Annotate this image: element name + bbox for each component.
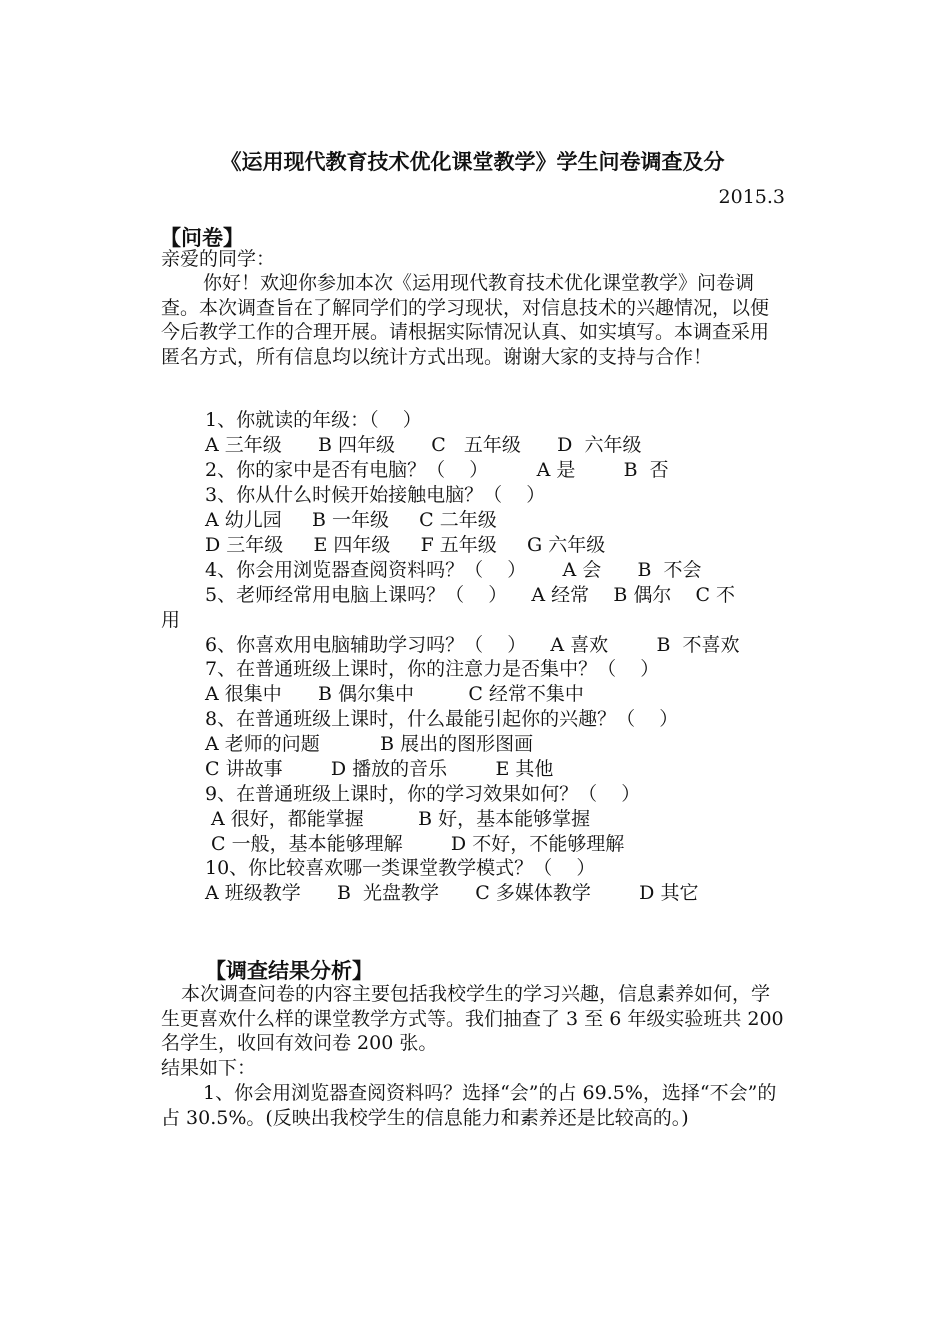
question-9: 9、在普通班级上课时，你的学习效果如何？（ ） [205,783,641,805]
question-3-options-a: A 幼儿园 B 一年级 C 二年级 [205,509,497,531]
intro-paragraph: 你好！欢迎你参加本次《运用现代教育技术优化课堂教学》问卷调查。本次调查旨在了解同学们的学习现状，对信息技术的兴趣情况，以便今后教学工作的合理开展。请根据实际情况认真、如实填写。本调查采用匿名方式，所有信息均以统计方式出现。谢谢大家的支持与合作！ [161,272,770,368]
analysis-paragraph: 本次调查问卷的内容主要包括我校学生的学习兴趣，信息素养如何，学生更喜欢什么样的课堂教学方式等。我们抽查了 3 至 6 年级实验班共 200 名学生，收回有效问卷 200 张。 [161,983,784,1055]
question-7: 7、在普通班级上课时，你的注意力是否集中？（ ） [205,658,660,680]
section-heading-questionnaire: 【问卷】 [160,226,244,250]
question-8: 8、在普通班级上课时，什么最能引起你的兴趣？（ ） [205,708,679,730]
question-1-options: A 三年级 B 四年级 C 五年级 D 六年级 [205,434,642,456]
question-6: 6、你喜欢用电脑辅助学习吗？（ ） A 喜欢 B 不喜欢 [205,634,740,656]
question-1: 1、你就读的年级：（ ） [205,409,422,431]
question-7-options: A 很集中 B 偶尔集中 C 经常不集中 [205,683,584,705]
document-title: 《运用现代教育技术优化课堂教学》学生问卷调查及分 [220,150,725,174]
question-10: 10、你比较喜欢哪一类课堂教学模式？（ ） [205,857,596,879]
question-10-options: A 班级教学 B 光盘教学 C 多媒体教学 D 其它 [205,882,699,904]
section-heading-analysis: 【调查结果分析】 [205,959,373,983]
question-8-options-b: C 讲故事 D 播放的音乐 E 其他 [205,758,554,780]
question-9-options-a: A 很好，都能掌握 B 好，基本能够掌握 [205,808,591,830]
question-4: 4、你会用浏览器查阅资料吗？（ ） A 会 B 不会 [205,559,702,581]
result-1-paragraph: 1、你会用浏览器查阅资料吗？选择“会”的占 69.5%，选择“不会”的占 30.5%。(反映出我校学生的信息能力和素养还是比较高的。) [161,1082,777,1129]
question-3-options-b: D 三年级 E 四年级 F 五年级 G 六年级 [205,534,606,556]
question-9-options-b: C 一般，基本能够理解 D 不好，不能够理解 [205,833,625,855]
document-date: 2015.3 [718,186,785,208]
question-5-wrap: 用 [161,609,181,631]
question-5: 5、老师经常用电脑上课吗？（ ） A 经常 B 偶尔 C 不 [205,584,736,606]
question-3: 3、你从什么时候开始接触电脑？（ ） [205,484,546,506]
question-8-options-a: A 老师的问题 B 展出的图形图画 [205,733,534,755]
greeting: 亲爱的同学： [161,248,276,270]
question-2: 2、你的家中是否有电脑？（ ） A 是 B 否 [205,459,669,481]
results-label: 结果如下： [161,1057,257,1079]
